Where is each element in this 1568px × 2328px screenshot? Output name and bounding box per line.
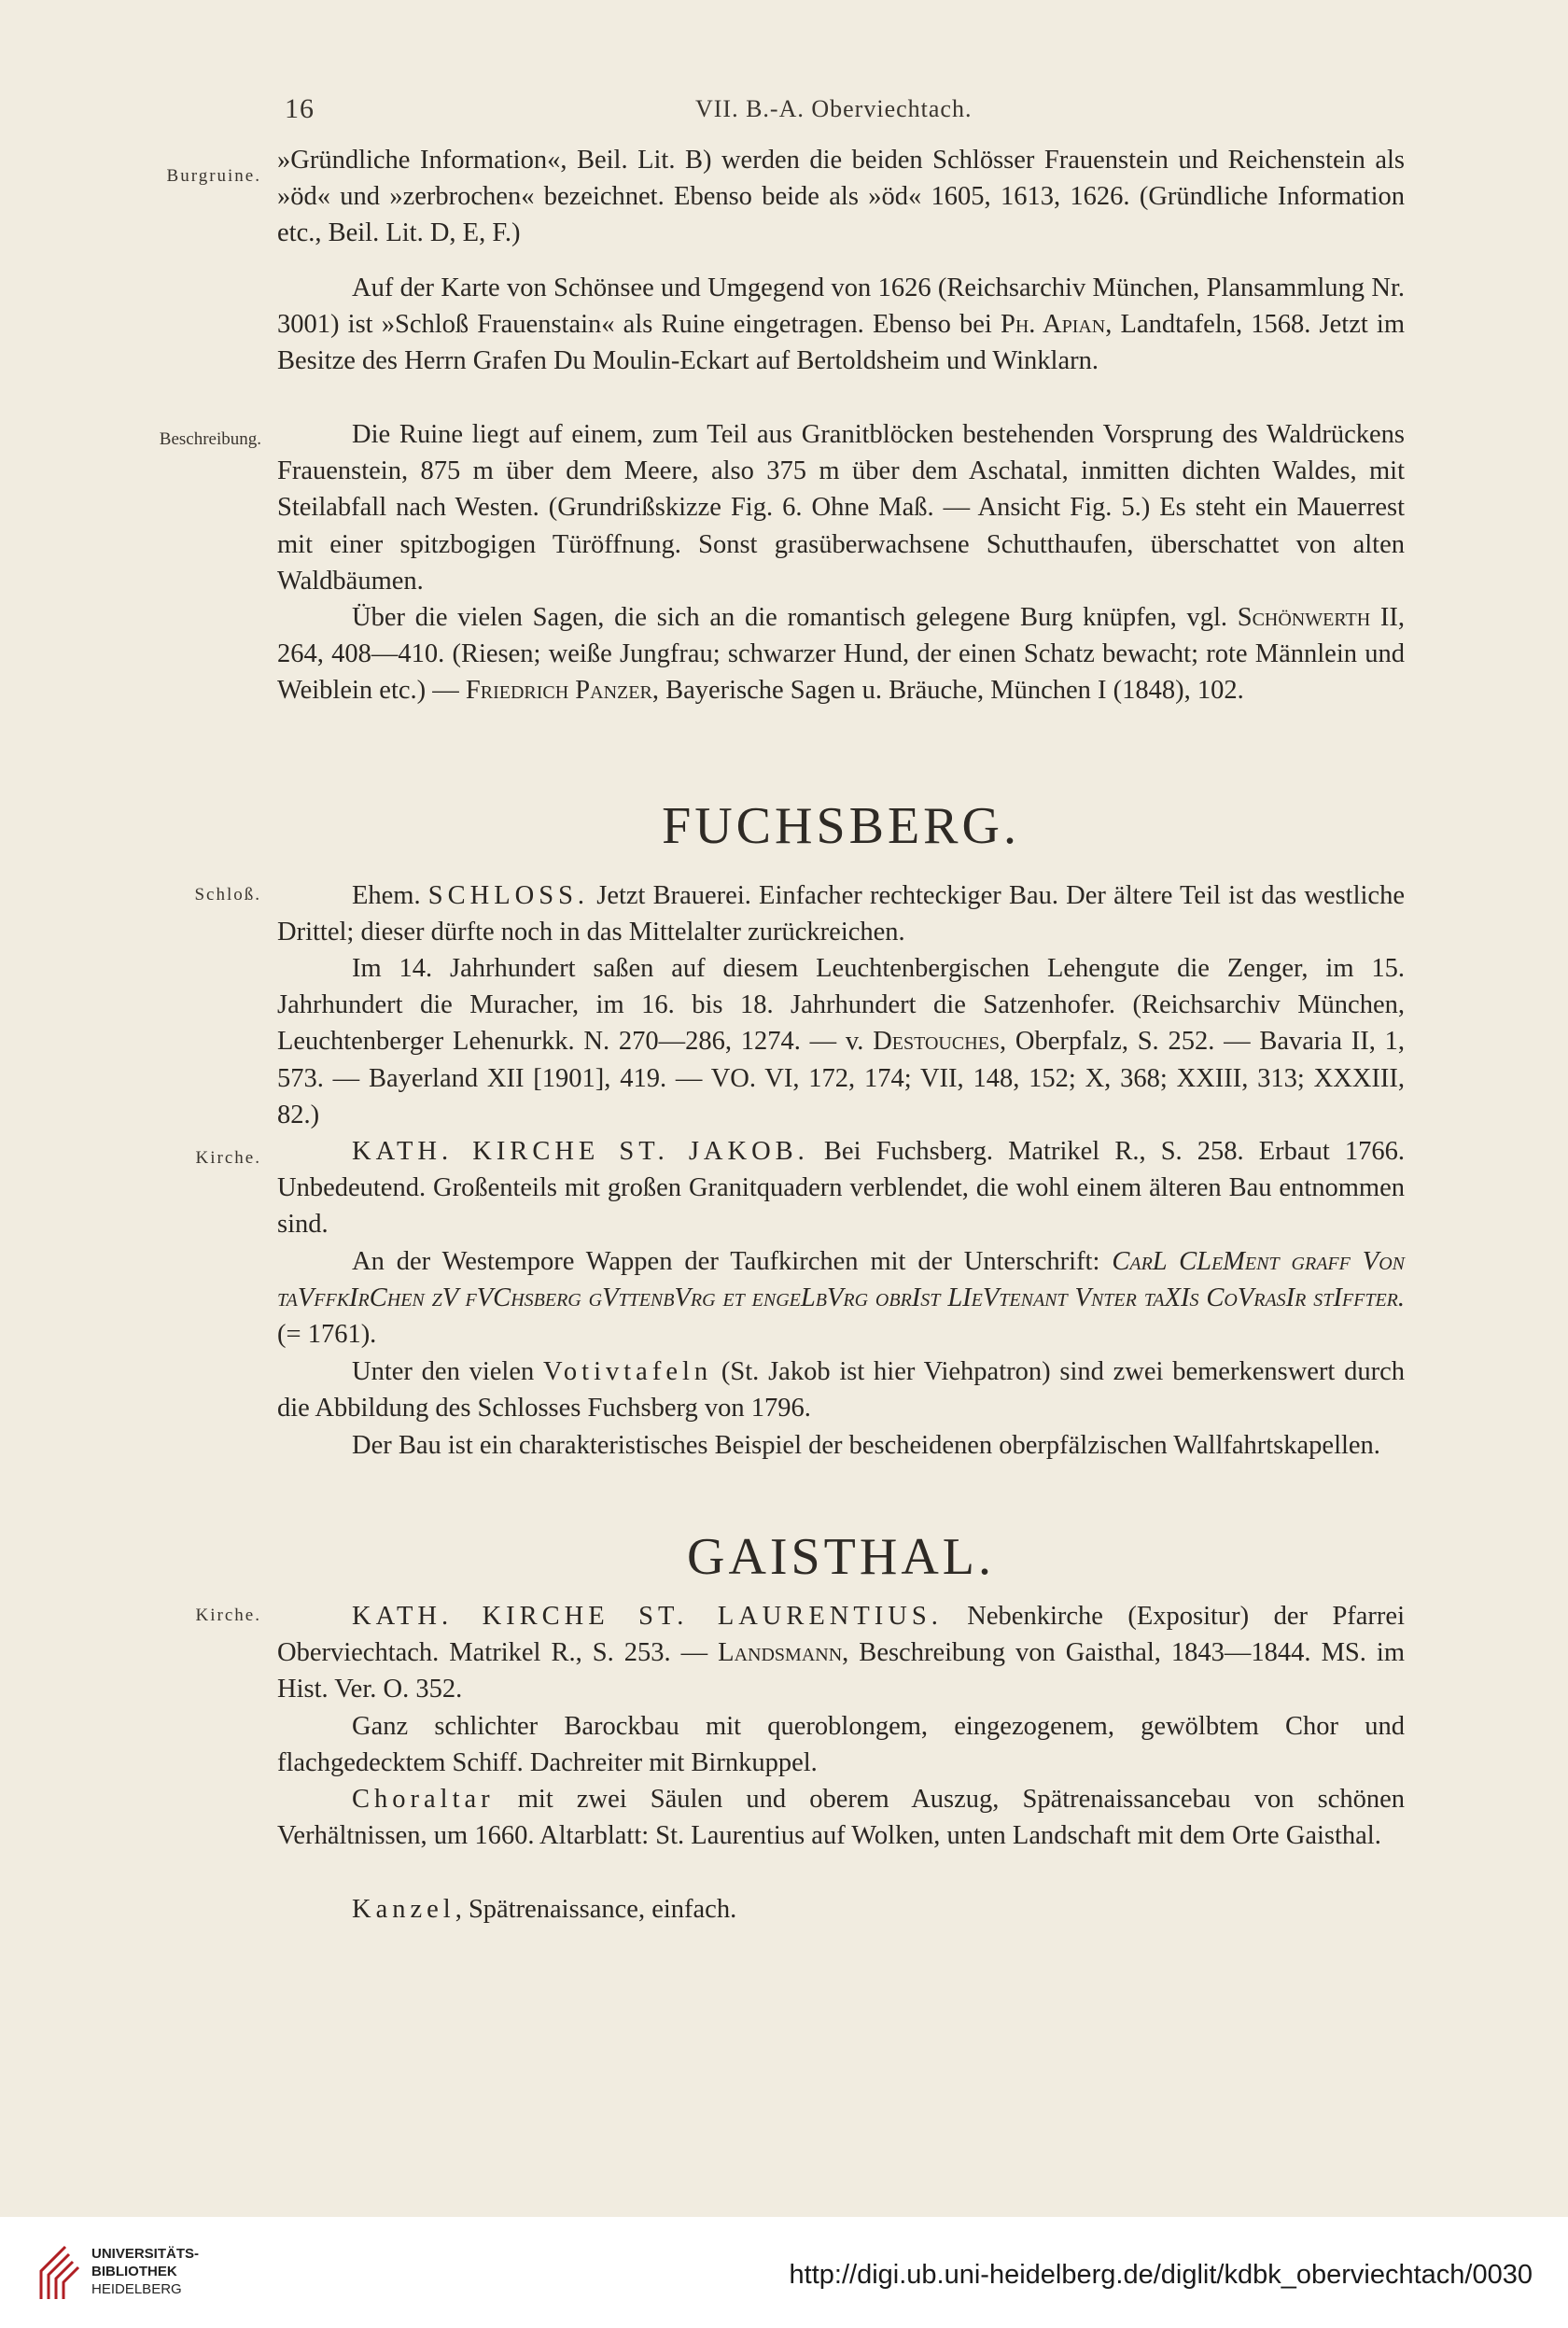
paragraph: Choraltar mit zwei Säulen und oberem Auszug, Spätrenaissancebau von schönen Verhältnissen, um 1660. Altarblatt: St. Laurentius auf Wolken, unten Landschaft mit dem Orte Gaisthal. [277,1785,1405,1851]
spaced-term: Choraltar [352,1785,495,1814]
inscription: CarL CLeMent graff Von taVffkIrChen zV fVChsberg gVttenbVrg et engeLbVrg obrIst LIeVtenant Vnter taXIs CoVrasIr stIffter. [277,1247,1406,1313]
section-heading-fuchsberg: FUCHSBERG. [662,797,1020,855]
margin-note-beschreibung: Beschreibung. [159,429,261,449]
author-name: Destouches [873,1027,1000,1057]
margin-note-schloss: Schloß. [194,885,261,905]
margin-note-burgruine: Burgruine. [166,166,261,186]
permalink-url[interactable]: http://digi.ub.uni-heidelberg.de/diglit/kdbk_oberviechtach/0030 [789,2260,1533,2290]
library-name: UNIVERSITÄTS- BIBLIOTHEK HEIDELBERG [91,2246,200,2297]
paragraph: Im 14. Jahrhundert saßen auf diesem Leuchtenbergischen Lehengute die Zenger, im 15. Jahrhundert die Muracher, im 16. bis 18. Jahrhundert die Satzenhofer. (Reichsarchiv München, Leuchtenberger Lehenurkk. N. 270—286, 1274. — v. Destouches, Oberpfalz, S. 252. — Bavaria II, 1, 573. — Bayerland XII [1901], 419. — VO. VI, 172, 174; VII, 148, 152; X, 368; XXIII, 313; XXXIII, 82.) [277,954,1405,1129]
spaced-term: Kanzel [352,1895,455,1924]
author-name: Schönwerth [1237,603,1371,632]
object-title: KATH. KIRCHE ST. LAURENTIUS. [352,1602,943,1631]
running-title: VII. B.-A. Oberviechtach. [695,95,973,122]
paragraph: KATH. KIRCHE ST. JAKOB. Bei Fuchsberg. Matrikel R., S. 258. Erbaut 1766. Unbedeutend. Großenteils mit großen Granitquadern verblendet, die wohl einem älteren Bau entnommen sind. [277,1137,1405,1240]
margin-note-kirche: Kirche. [195,1148,261,1168]
paragraph: Kanzel, Spätrenaissance, einfach. [352,1895,737,1924]
object-title: SCHLOSS. [427,881,590,910]
author-name: Landsmann [718,1638,843,1668]
object-title: KATH. KIRCHE ST. JAKOB. [352,1137,809,1166]
paragraph: Ganz schlichter Barockbau mit queroblongem, eingezogenem, gewölbtem Chor und flachgedecktem Schiff. Dachreiter mit Birnkuppel. [277,1712,1405,1778]
margin-note-kirche: Kirche. [195,1606,261,1625]
paragraph: KATH. KIRCHE ST. LAURENTIUS. Nebenkirche (Expositur) der Pfarrei Oberviechtach. Matrikel R., S. 253. — Landsmann, Beschreibung von Gaisthal, 1843—1844. MS. im Hist. Ver. O. 352. [277,1602,1406,1704]
paragraph: Unter den vielen Votivtafeln (St. Jakob ist hier Viehpatron) sind zwei bemerkenswert durch die Abbildung des Schlosses Fuchsberg von 1796. [277,1357,1405,1423]
spaced-term: Votivtafeln [543,1357,713,1386]
paragraph: Die Ruine liegt auf einem, zum Teil aus Granitblöcken bestehenden Vorsprung des Waldrückens Frauenstein, 875 m über dem Meere, also 375 m über dem Aschatal, inmitten dichten Waldes, mit Steilabfall nach Westen. (Grundrißskizze Fig. 6. Ohne Maß. — Ansicht Fig. 5.) Es steht ein Mauerrest mit einer spitzbogigen Türöffnung. Sonst grasüberwachsene Schutthaufen, überschattet von alten Waldbäumen. [277,420,1405,596]
library-logo-icon [37,2243,82,2303]
paragraph: »Gründliche Information«, Beil. Lit. B) werden die beiden Schlösser Frauenstein und Reichenstein als »öd« und »zerbrochen« bezeichnet. Ebenso beide als »öd« 1605, 1613, 1626. (Gründliche Information etc., Beil. Lit. D, E, F.) [277,146,1405,248]
paragraph: Auf der Karte von Schönsee und Umgegend von 1626 (Reichsarchiv München, Plansammlung Nr. 3001) ist »Schloß Frauenstain« als Ruine eingetragen. Ebenso bei Ph. Apian, Landtafeln, 1568. Jetzt im Besitze des Herrn Grafen Du Moulin-Eckart auf Bertoldsheim und Winklarn. [277,273,1406,376]
viewer-footer [0,2217,1568,2328]
paragraph: Ehem. SCHLOSS. Jetzt Brauerei. Einfacher rechteckiger Bau. Der ältere Teil ist das westliche Drittel; dieser dürfte noch in das Mittelalter zurückreichen. [277,881,1405,947]
page-number: 16 [285,93,315,124]
paragraph: Der Bau ist ein charakteristisches Beispiel der bescheidenen oberpfälzischen Wallfahrtskapellen. [352,1431,1380,1460]
paragraph: An der Westempore Wappen der Taufkirchen mit der Unterschrift: CarL CLeMent graff Von taVffkIrChen zV fVChsberg gVttenbVrg et engeLbVrg obrIst LIeVtenant Vnter taXIs CoVrasIr stIffter. (= 1761). [277,1247,1406,1350]
paragraph: Über die vielen Sagen, die sich an die romantisch gelegene Burg knüpfen, vgl. Schönwerth II, 264, 408—410. (Riesen; weiße Jungfrau; schwarzer Hund, der einen Schatz bewacht; rote Männlein und Weiblein etc.) — Friedrich Panzer, Bayerische Sagen u. Bräuche, München I (1848), 102. [277,603,1406,706]
author-name: Ph. Apian [1000,310,1106,340]
author-name: Friedrich Panzer [465,676,652,706]
section-heading-gaisthal: GAISTHAL. [687,1528,995,1586]
